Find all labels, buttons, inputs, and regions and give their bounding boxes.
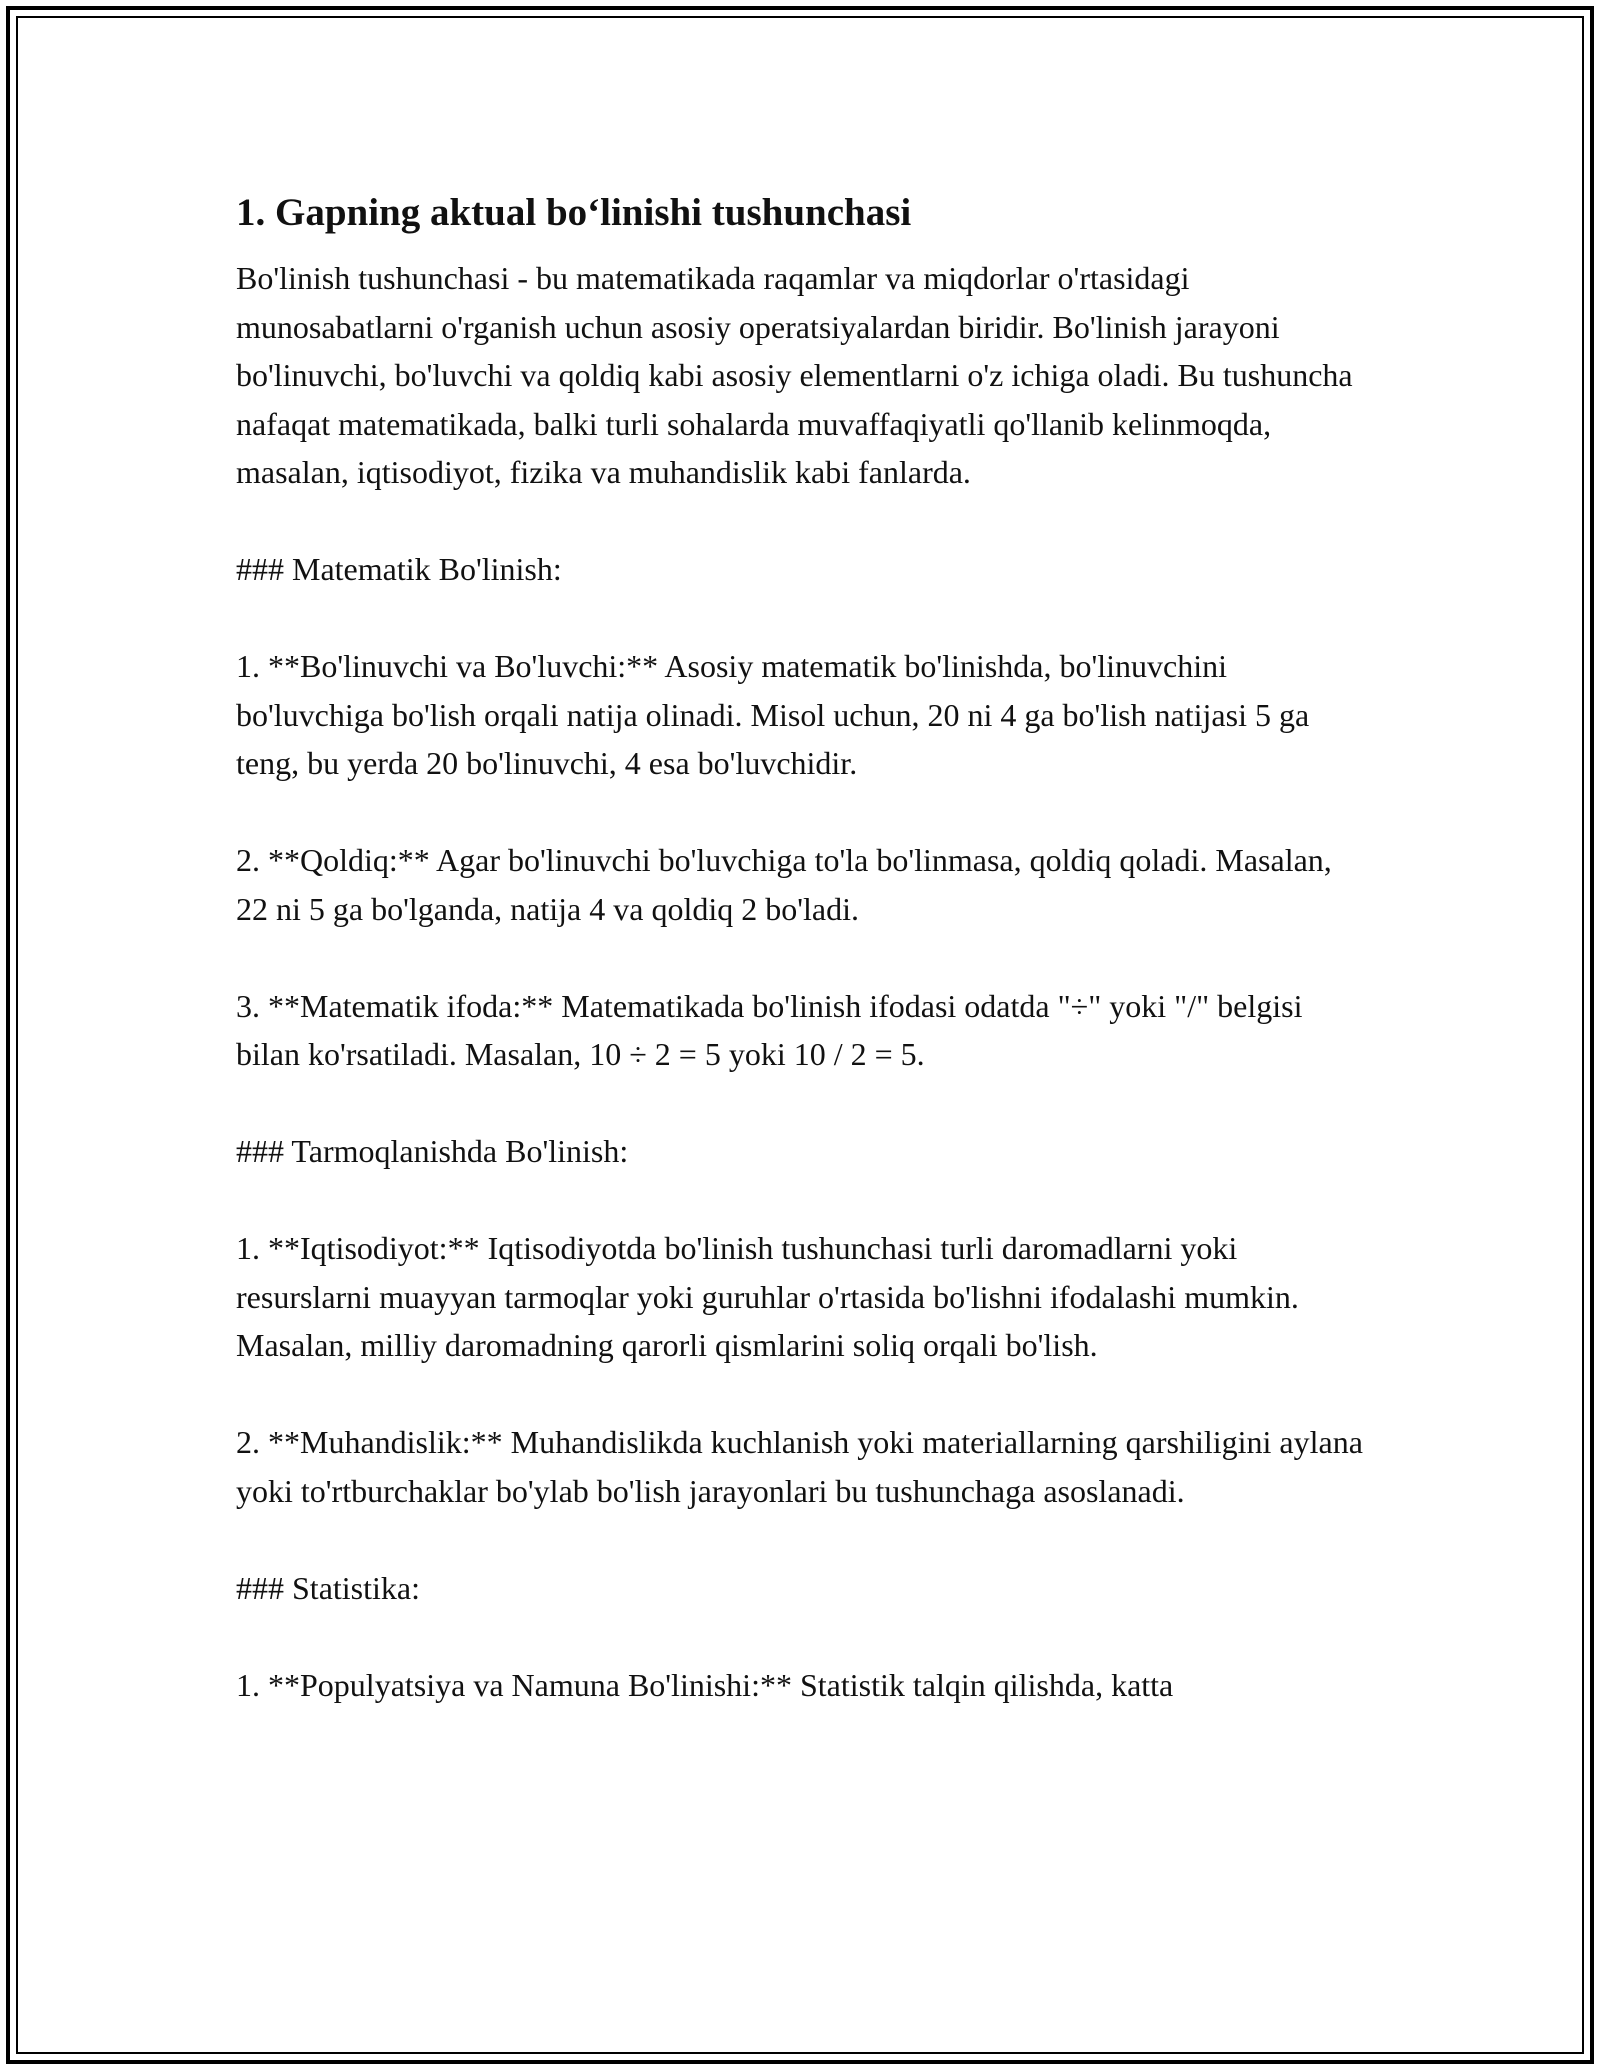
- list-item-boluvchi: 1. **Bo'linuvchi va Bo'luvchi:** Asosiy matematik bo'linishda, bo'linuvchini bo'luvchiga bo'lish orqali natija olinadi. Misol uchun, 20 ni 4 ga bo'lish natijasi 5 ga teng, bu yerda 20 bo'linuvchi, 4 esa bo'luvchidir.: [236, 648, 1310, 781]
- subheading-matematik: ### Matematik Bo'linish:: [236, 551, 562, 587]
- list-item-qoldiq: 2. **Qoldiq:** Agar bo'linuvchi bo'luvchiga to'la bo'linmasa, qoldiq qoladi. Masalan, 22 ni 5 ga bo'lganda, natija 4 va qoldiq 2 bo'ladi.: [236, 842, 1332, 927]
- document-body: [236, 185, 1366, 1709]
- intro-paragraph: Bo'linish tushunchasi - bu matematikada raqamlar va miqdorlar o'rtasidagi munosabatlarni o'rganish uchun asosiy operatsiyalardan biridir. Bo'linish jarayoni bo'linuvchi, bo'luvchi va qoldiq kabi asosiy elementlarni o'z ichiga oladi. Bu tushuncha nafaqat matematikada, balki turli sohalarda muvaffaqiyatli qo'llanib kelinmoqda, masalan, iqtisodiyot, fizika va muhandislik kabi fanlarda.: [236, 260, 1353, 490]
- list-item-populyatsiya: 1. **Populyatsiya va Namuna Bo'linishi:** Statistik talqin qilishda, katta: [236, 1666, 1174, 1703]
- subheading-statistika: ### Statistika:: [236, 1569, 420, 1606]
- list-item-muhandislik: 2. **Muhandislik:** Muhandislikda kuchlanish yoki materiallarning qarshiligini aylana yoki to'rtburchaklar bo'ylab bo'lish jarayonlari bu tushunchaga asoslanadi.: [236, 1424, 1363, 1509]
- section-heading: 1. Gapning aktual bo‘linishi tushunchasi: [236, 191, 912, 234]
- list-item-iqtisodiyot: 1. **Iqtisodiyot:** Iqtisodiyotda bo'linish tushunchasi turli daromadlarni yoki resurslarni muayyan tarmoqlar yoki guruhlar o'rtasida bo'lishni ifodalashi mumkin. Masalan, milliy daromadning qarorli qismlarini soliq orqali bo'lish.: [236, 1230, 1299, 1363]
- subheading-tarmoqlanish: ### Tarmoqlanishda Bo'linish:: [236, 1133, 629, 1169]
- list-item-ifoda: 3. **Matematik ifoda:** Matematikada bo'linish ifodasi odatda "÷" yoki "/" belgisi bilan ko'rsatiladi. Masalan, 10 ÷ 2 = 5 yoki 10 / 2 = 5.: [236, 987, 1303, 1072]
